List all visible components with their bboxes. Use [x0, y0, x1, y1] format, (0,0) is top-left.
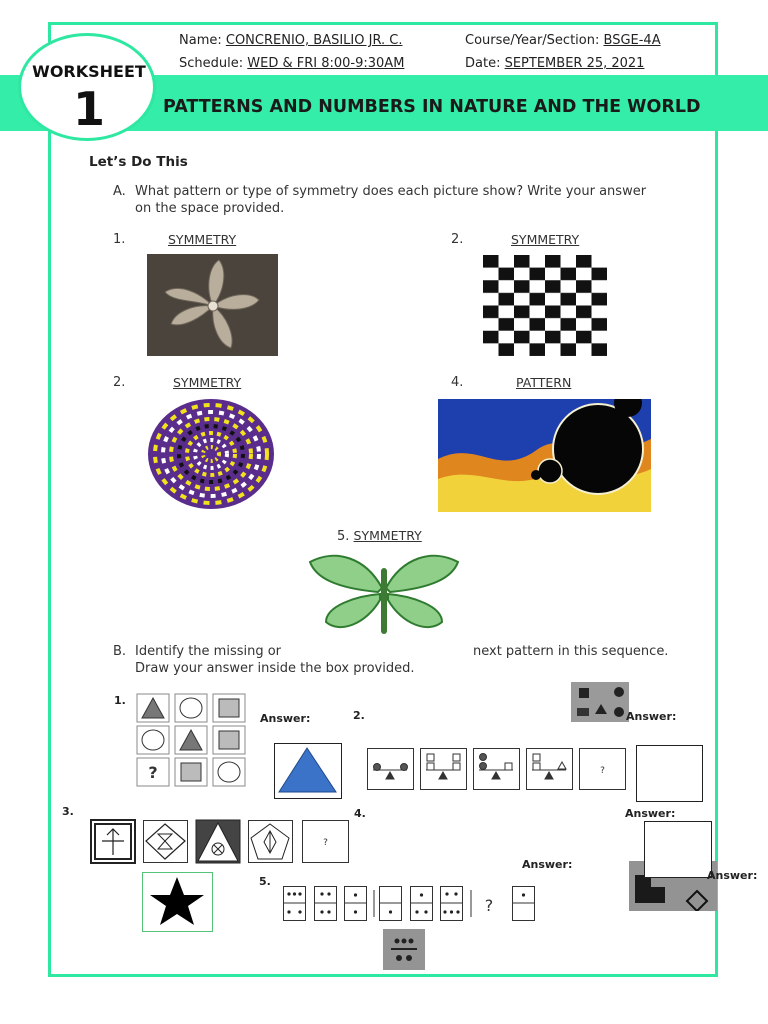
part-b-instruction-1a: Identify the missing or — [135, 644, 282, 659]
fractal-image — [438, 399, 651, 512]
b-item-2-number: 2. — [353, 709, 365, 722]
b1-question-mark: ? — [148, 763, 158, 782]
b1-answer-box[interactable] — [274, 743, 342, 799]
b2-handdrawn-answer-photo — [571, 682, 629, 722]
item-2-number: 2. — [451, 232, 464, 247]
item-4-answer: PATTERN — [516, 375, 572, 390]
part-b-instruction-1b: next pattern in this sequence. — [473, 644, 669, 659]
b-item-5-number: 5. — [259, 875, 271, 888]
name-label: Name: — [179, 33, 222, 48]
item-5-number: 5. — [337, 529, 350, 544]
b3-sequence — [90, 819, 350, 864]
item-3-answer: SYMMETRY — [173, 375, 242, 390]
part-a-instruction-2: on the space provided. — [135, 201, 285, 216]
item-1-answer: SYMMETRY — [168, 232, 237, 247]
course-value: BSGE-4A — [603, 33, 661, 48]
item-2-answer: SYMMETRY — [511, 232, 580, 247]
name-value: CONCRENIO, BASILIO JR. C. — [225, 33, 403, 48]
b2-answer-label: Answer: — [626, 710, 677, 723]
date-value: SEPTEMBER 25, 2021 — [504, 56, 645, 71]
b2-question-mark: ? — [600, 766, 605, 776]
b3-answer-box[interactable] — [142, 872, 213, 932]
date-label: Date: — [465, 56, 501, 71]
item-5-row — [337, 528, 422, 544]
course-label: Course/Year/Section: — [465, 33, 600, 48]
b2-answer-box[interactable] — [636, 745, 703, 802]
b5-question-mark: ? — [484, 896, 494, 915]
schedule-row — [179, 56, 404, 71]
b-item-3-number: 3. — [62, 805, 74, 818]
b-item-1-number: 1. — [114, 694, 126, 707]
b5-handdrawn-answer-photo — [383, 929, 425, 970]
badge-word: WORKSHEET — [32, 62, 146, 81]
part-a-instruction-1: What pattern or type of symmetry does each picture show? Write your answer — [135, 184, 647, 199]
schedule-label: Schedule: — [179, 56, 244, 71]
part-a-letter: A. — [113, 184, 126, 199]
schedule-value: WED & FRI 8:00-9:30AM — [247, 56, 405, 71]
item-3-number: 2. — [113, 375, 126, 390]
b-item-4-number: 4. — [354, 807, 366, 820]
b2-sequence — [367, 748, 629, 790]
item-1-number: 1. — [113, 232, 126, 247]
course-row — [465, 33, 661, 48]
badge-number: 1 — [72, 82, 105, 136]
b1-answer-label: Answer: — [260, 712, 311, 725]
part-b-letter: B. — [113, 644, 127, 659]
b4-answer-label-3: Answer: — [707, 869, 758, 882]
butterfly-image — [306, 548, 462, 637]
item-4-number: 4. — [451, 375, 464, 390]
worksheet-title: PATTERNS AND NUMBERS IN NATURE AND THE WORLD — [163, 97, 701, 117]
b3-question-mark: ? — [323, 838, 328, 848]
date-row — [465, 56, 644, 71]
b4-answer-label-2: Answer: — [522, 858, 573, 871]
spiral-image — [147, 398, 275, 510]
section-title: Let’s Do This — [89, 154, 188, 170]
flower-image — [147, 254, 278, 356]
b4-answer-box[interactable] — [644, 821, 712, 878]
b1-shape-grid — [135, 692, 247, 788]
checkerboard-image — [483, 255, 607, 356]
b5-domino-sequence — [283, 886, 535, 922]
name-row — [179, 33, 403, 48]
b4-answer-label: Answer: — [625, 807, 676, 820]
item-5-answer: SYMMETRY — [353, 528, 422, 543]
part-b-instruction-2: Draw your answer inside the box provided. — [135, 661, 415, 676]
